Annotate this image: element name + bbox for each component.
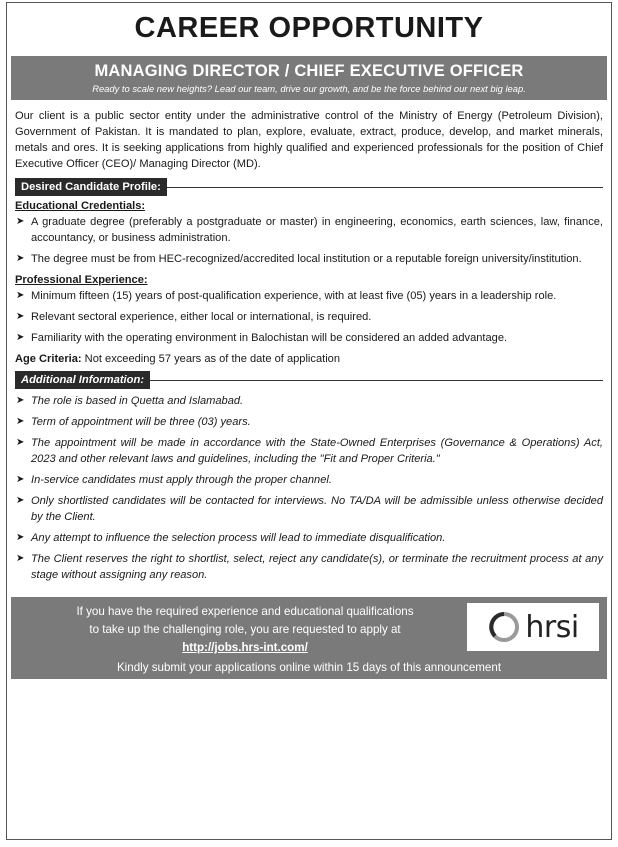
list-item: [15, 472, 603, 488]
additional-section-header: [15, 371, 603, 389]
additional-list: [15, 393, 603, 583]
list-item-text: The role is based in Quetta and Islamabad.: [31, 395, 244, 407]
list-item-text: Only shortlisted candidates will be contacted for interviews. No TA/DA will be admissible unless otherwise decided by the Client.: [31, 495, 603, 523]
arrow-bullet-icon: ➤: [16, 495, 25, 506]
arrow-bullet-icon: ➤: [16, 290, 25, 301]
list-item: [15, 330, 603, 346]
arrow-bullet-icon: ➤: [16, 437, 25, 448]
ad-body: [7, 108, 611, 583]
list-item: [15, 393, 603, 409]
arrow-bullet-icon: ➤: [16, 416, 25, 427]
list-item-text: The Client reserves the right to shortlist, select, reject any candidate(s), or terminate the recruitment process at any stage without assigning any reason.: [31, 553, 603, 581]
deadline-note: Kindly submit your applications online within 15 days of this announcement: [116, 661, 502, 674]
apply-footer: [11, 597, 607, 679]
intro-paragraph: Our client is a public sector entity under the administrative control of the Ministry of Energy (Petroleum Division), Government of Pakistan. It is mandated to plan, explore, evaluate, extract, produce, develop, and market minerals, metals and ores. It is seeking applications from highly qualified and experienced professionals for the position of Chief Executive Officer (CEO)/ Managing Director (MD).: [15, 110, 603, 170]
list-item: [15, 214, 603, 246]
list-item: [15, 551, 603, 583]
list-item-text: The degree must be from HEC-recognized/accredited local institution or a reputable foreign university/institution.: [31, 253, 582, 265]
arrow-bullet-icon: ➤: [16, 311, 25, 322]
list-item: [15, 435, 603, 467]
apply-instructions: [23, 603, 467, 657]
list-item: [15, 493, 603, 525]
apply-link[interactable]: http://jobs.hrs-int.com/: [182, 641, 308, 654]
apply-line-2: to take up the challenging role, you are requested to apply at: [89, 623, 401, 636]
age-criteria-text: Not exceeding 57 years as of the date of application: [81, 353, 341, 365]
list-item: [15, 530, 603, 546]
arrow-bullet-icon: ➤: [16, 332, 25, 343]
arrow-bullet-icon: ➤: [16, 253, 25, 264]
list-item-text: Minimum fifteen (15) years of post-qualification experience, with at least five (05) years in a leadership role.: [31, 290, 557, 302]
arrow-bullet-icon: ➤: [16, 216, 25, 227]
hrsi-logo: [467, 603, 599, 651]
profile-section-label: Desired Candidate Profile:: [15, 178, 167, 196]
list-item-text: Familiarity with the operating environment in Balochistan will be considered an added advantage.: [31, 332, 508, 344]
list-item-text: The appointment will be made in accordance with the State-Owned Enterprises (Governance & Operations) Act, 2023 and other relevant laws and guidelines, including the "Fit and Proper Criteria.": [31, 437, 603, 465]
banner-tagline: Ready to scale new heights? Lead our team, drive our growth, and be the force behind our next big leap.: [92, 83, 526, 94]
education-heading: Educational Credentials:: [15, 200, 146, 212]
logo-wordmark: hrsi: [525, 609, 579, 645]
arrow-bullet-icon: ➤: [16, 553, 25, 564]
list-item: [15, 414, 603, 430]
section-divider: [167, 187, 603, 188]
experience-list: [15, 288, 603, 346]
list-item-text: Term of appointment will be three (03) years.: [31, 416, 251, 428]
section-divider: [150, 380, 603, 381]
apply-line-1: If you have the required experience and educational qualifications: [76, 605, 414, 618]
age-criteria-label: Age Criteria:: [15, 353, 82, 365]
list-item: [15, 309, 603, 325]
education-list: [15, 214, 603, 267]
profile-section-header: [15, 178, 603, 196]
list-item: [15, 251, 603, 267]
arrow-bullet-icon: ➤: [16, 532, 25, 543]
advertisement-page: [6, 2, 612, 840]
arrow-bullet-icon: ➤: [16, 474, 25, 485]
hrsi-ring-logo: [487, 610, 521, 644]
arrow-bullet-icon: ➤: [16, 395, 25, 406]
list-item-text: In-service candidates must apply through the proper channel.: [31, 474, 332, 486]
list-item-text: Relevant sectoral experience, either local or international, is required.: [31, 311, 372, 323]
list-item-text: A graduate degree (preferably a postgraduate or master) in engineering, economics, earth sciences, law, finance, accountancy, or business administration.: [31, 216, 603, 244]
page-title: CAREER OPPORTUNITY: [134, 12, 484, 44]
age-criteria: [15, 351, 603, 367]
additional-section-label: Additional Information:: [15, 371, 150, 389]
experience-heading: Professional Experience:: [15, 274, 148, 286]
position-banner: [11, 56, 607, 100]
position-title: MANAGING DIRECTOR / CHIEF EXECUTIVE OFFICER: [94, 62, 524, 80]
list-item-text: Any attempt to influence the selection process will lead to immediate disqualification.: [31, 532, 446, 544]
list-item: [15, 288, 603, 304]
